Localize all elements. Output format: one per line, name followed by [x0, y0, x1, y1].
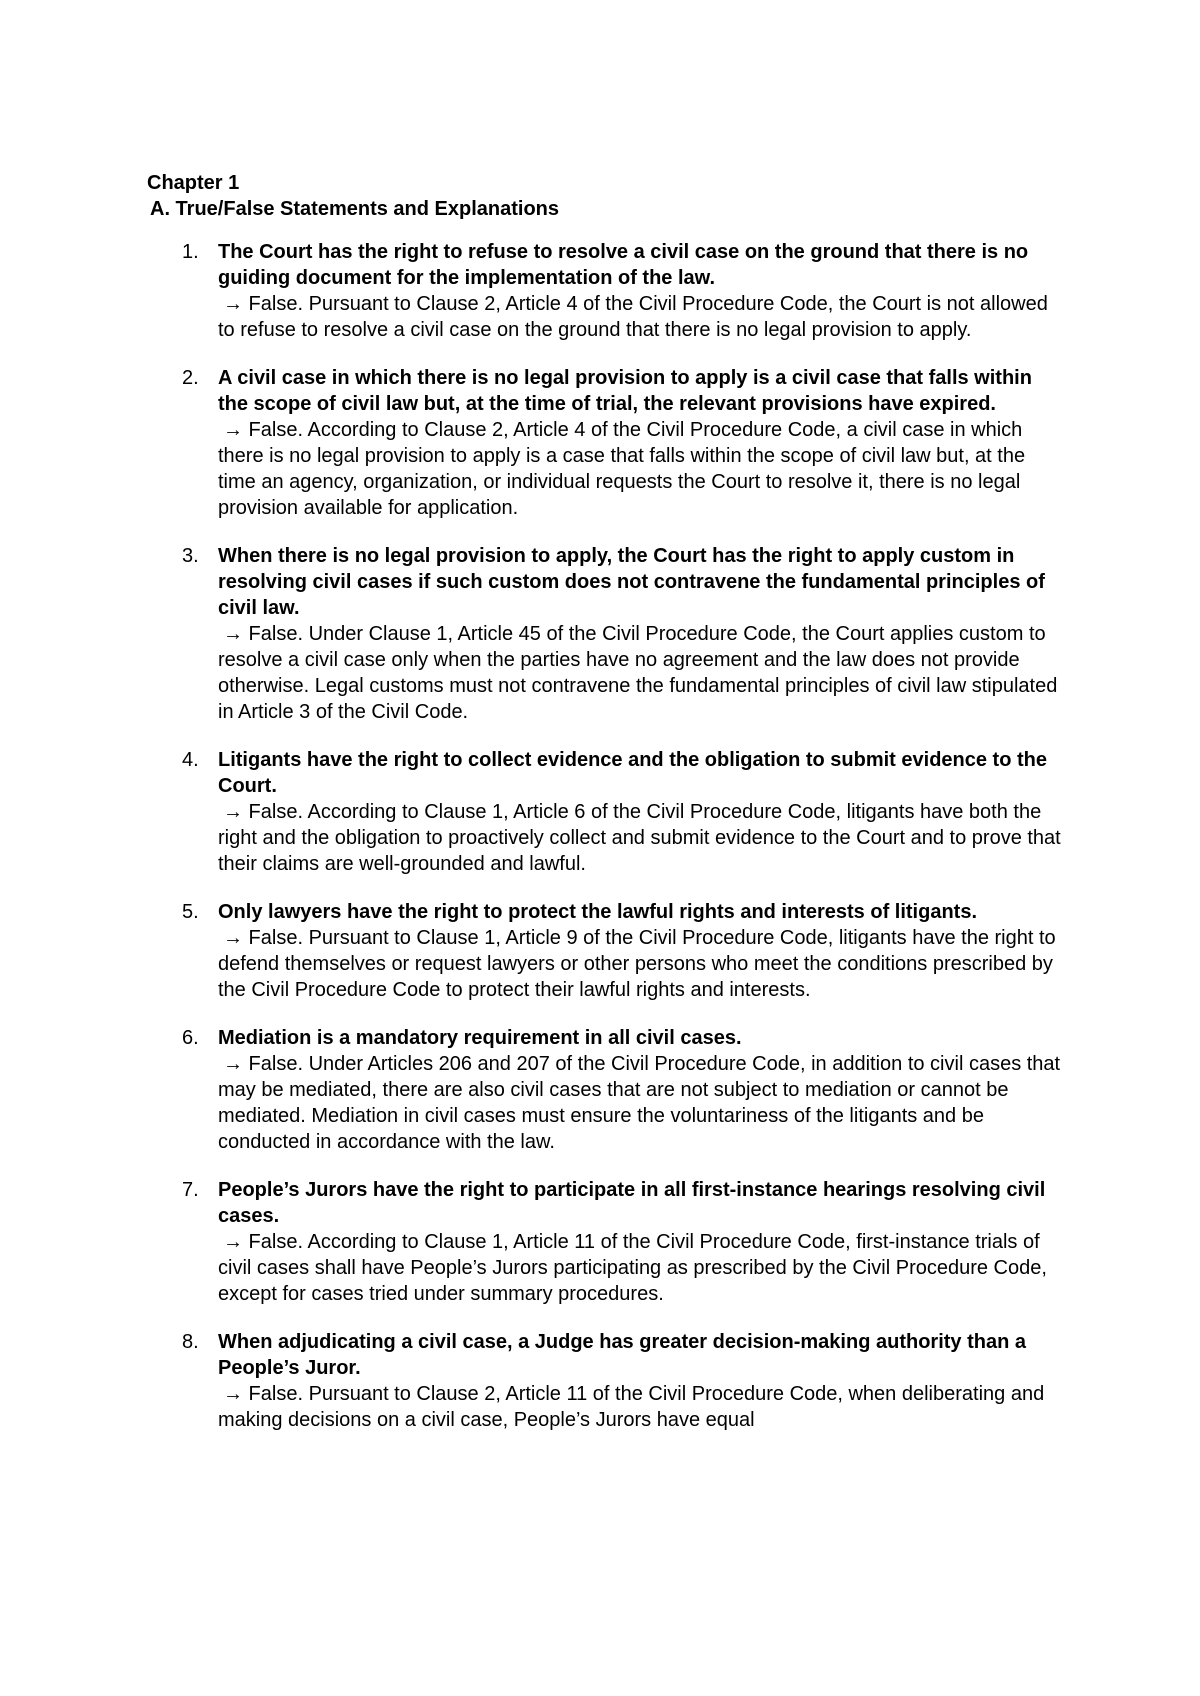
answer-text: False. According to Clause 2, Article 4 of the Civil Procedure Code, a civil case in which there is no legal provision to apply is a case that falls within the scope of civil law but, at the time an agency, organization, or individual requests the Court to resolve it, there is no legal provision available for application.	[218, 419, 1026, 519]
answer-text: False. Under Articles 206 and 207 of the Civil Procedure Code, in addition to civil cases that may be mediated, there are also civil cases that are not subject to mediation or cannot be mediated. Mediation in civil cases must ensure the voluntariness of the litigants and be conducted in accordance with the law.	[218, 1053, 1061, 1153]
answer-text: False. Pursuant to Clause 1, Article 9 of the Civil Procedure Code, litigants have the right to defend themselves or request lawyers or other persons who meet the conditions prescribed by the Civil Procedure Code to protect their lawful rights and interests.	[218, 927, 1056, 1001]
arrow-icon: →	[223, 1231, 243, 1253]
item-number: 7.	[182, 1179, 199, 1201]
list-item	[147, 365, 1067, 521]
answer-text: False. Under Clause 1, Article 45 of the Civil Procedure Code, the Court applies custom to resolve a civil case only when the parties have no agreement and the law does not provide otherwise. Legal customs must not contravene the fundamental principles of civil law stipulated in Article 3 of the Civil Code.	[218, 623, 1058, 723]
list-item	[147, 1025, 1067, 1155]
item-answer	[218, 417, 1067, 521]
item-answer	[218, 291, 1067, 343]
item-statement: Litigants have the right to collect evidence and the obligation to submit evidence to the Court.	[218, 749, 1047, 797]
list-item	[147, 899, 1067, 1003]
answer-text: False. Pursuant to Clause 2, Article 4 of the Civil Procedure Code, the Court is not allowed to refuse to resolve a civil case on the ground that there is no legal provision to apply.	[218, 293, 1048, 341]
chapter-heading: Chapter 1	[147, 172, 240, 194]
arrow-icon: →	[223, 801, 243, 823]
item-number: 3.	[182, 545, 199, 567]
list-item	[147, 239, 1067, 343]
item-answer	[218, 1381, 1067, 1433]
item-statement: The Court has the right to refuse to resolve a civil case on the ground that there is no guiding document for the implementation of the law.	[218, 241, 1029, 289]
item-answer	[218, 1229, 1067, 1307]
item-number: 6.	[182, 1027, 199, 1049]
item-number: 5.	[182, 901, 199, 923]
item-answer	[218, 1051, 1067, 1155]
item-number: 1.	[182, 241, 199, 263]
arrow-icon: →	[223, 1383, 243, 1405]
arrow-icon: →	[223, 927, 243, 949]
document-content	[147, 170, 1067, 1455]
list-item	[147, 543, 1067, 725]
item-number: 8.	[182, 1331, 199, 1353]
item-answer	[218, 799, 1067, 877]
item-answer	[218, 925, 1067, 1003]
list-item	[147, 1329, 1067, 1433]
answer-text: False. Pursuant to Clause 2, Article 11 of the Civil Procedure Code, when deliberating and making decisions on a civil case, People’s Jurors have equal	[218, 1383, 1045, 1431]
answer-text: False. According to Clause 1, Article 11 of the Civil Procedure Code, first-instance trials of civil cases shall have People’s Jurors participating as prescribed by the Civil Procedure Code, except for cases tried under summary procedures.	[218, 1231, 1047, 1305]
list-item	[147, 747, 1067, 877]
arrow-icon: →	[223, 293, 243, 315]
item-number: 4.	[182, 749, 199, 771]
item-statement: When adjudicating a civil case, a Judge has greater decision-making authority than a People’s Juror.	[218, 1331, 1026, 1379]
item-statement: People’s Jurors have the right to participate in all first-instance hearings resolving civil cases.	[218, 1179, 1046, 1227]
arrow-icon: →	[223, 623, 243, 645]
item-statement: Mediation is a mandatory requirement in all civil cases.	[218, 1027, 742, 1049]
section-heading: A. True/False Statements and Explanations	[150, 198, 560, 220]
statement-list	[147, 239, 1067, 1433]
arrow-icon: →	[223, 1053, 243, 1075]
item-statement: Only lawyers have the right to protect the lawful rights and interests of litigants.	[218, 901, 978, 923]
item-statement: When there is no legal provision to apply, the Court has the right to apply custom in resolving civil cases if such custom does not contravene the fundamental principles of civil law.	[218, 545, 1045, 619]
item-number: 2.	[182, 367, 199, 389]
answer-text: False. According to Clause 1, Article 6 of the Civil Procedure Code, litigants have both the right and the obligation to proactively collect and submit evidence to the Court and to prove that their claims are well-grounded and lawful.	[218, 801, 1061, 875]
item-answer	[218, 621, 1067, 725]
arrow-icon: →	[223, 419, 243, 441]
list-item	[147, 1177, 1067, 1307]
item-statement: A civil case in which there is no legal provision to apply is a civil case that falls within the scope of civil law but, at the time of trial, the relevant provisions have expired.	[218, 367, 1032, 415]
